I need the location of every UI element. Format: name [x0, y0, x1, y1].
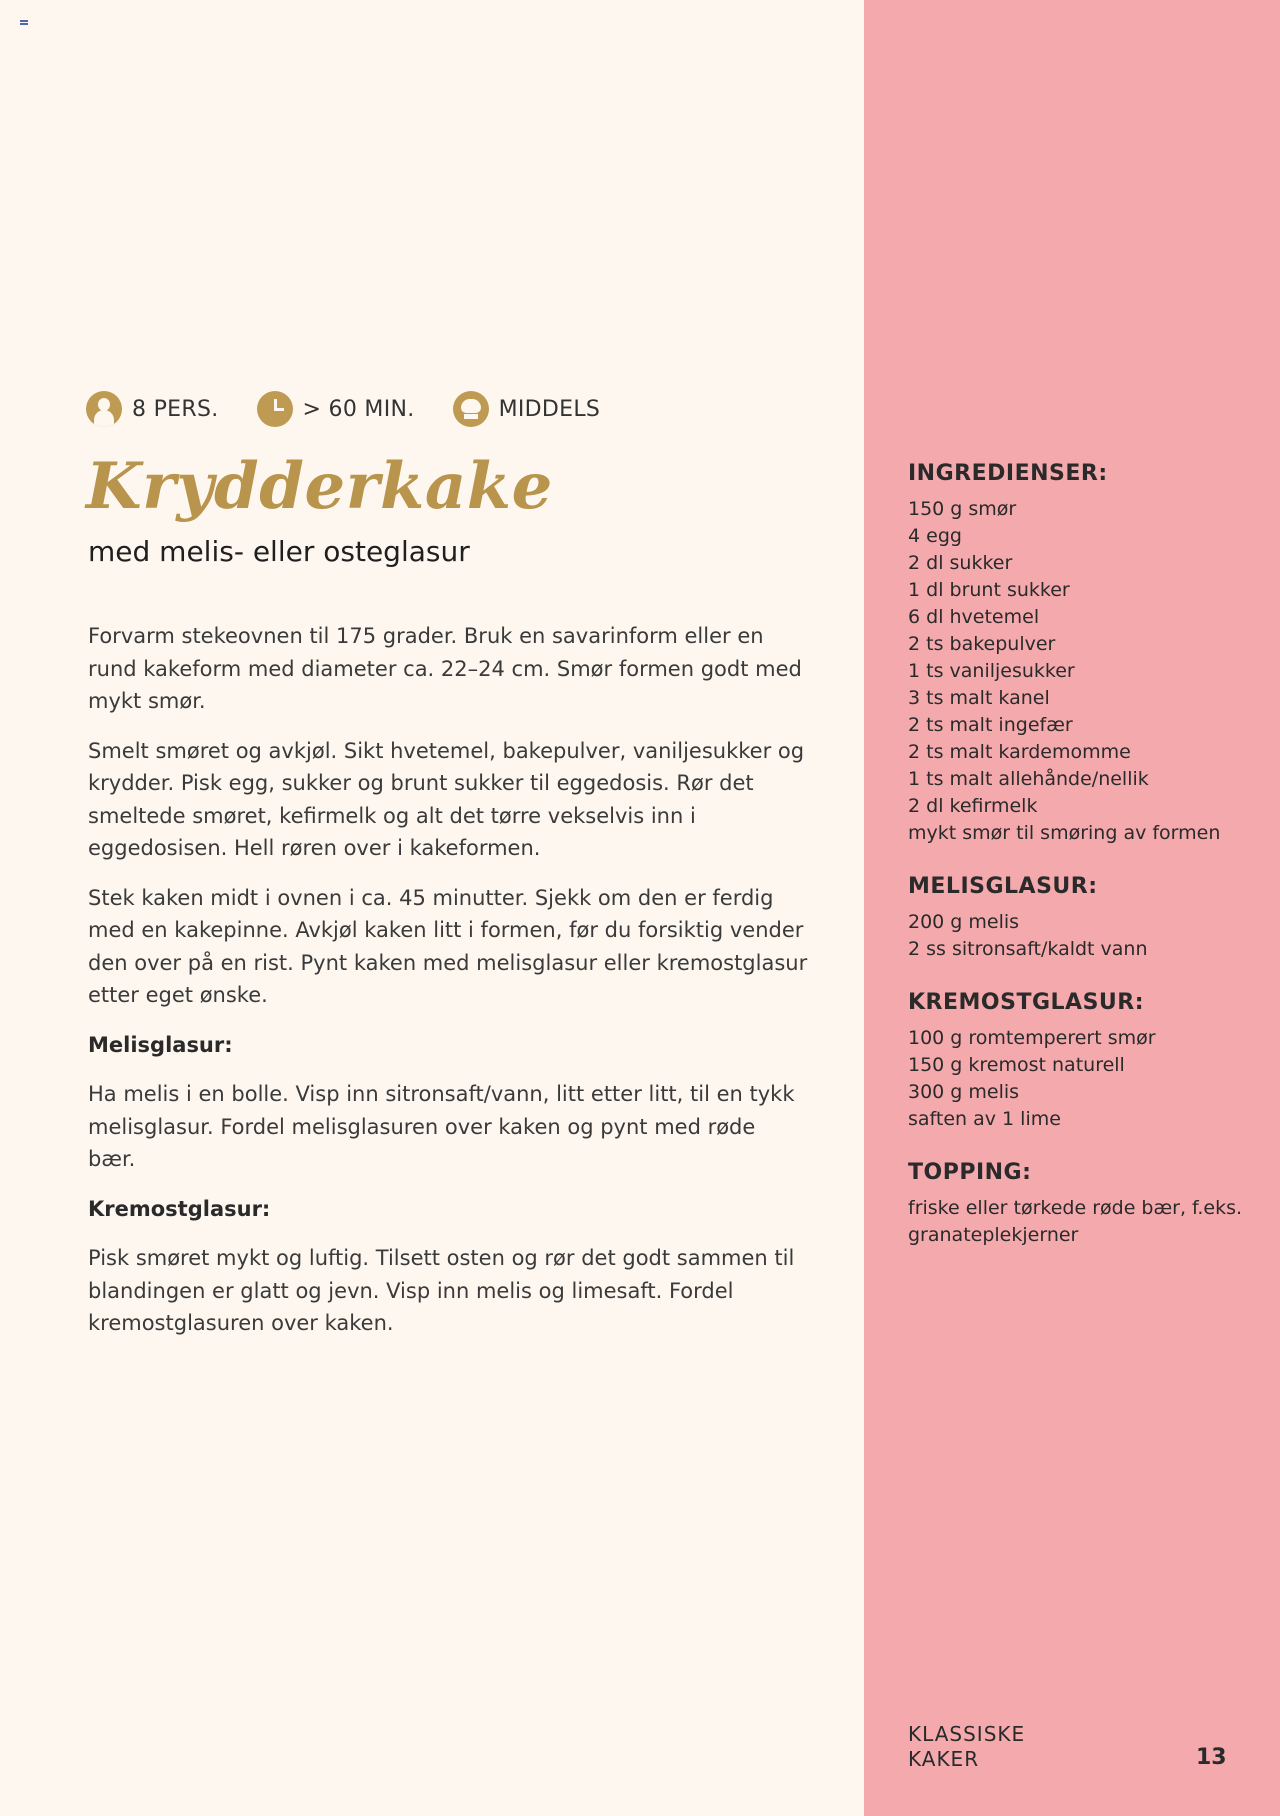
ingredient-item: 150 g kremost naturell [908, 1054, 1125, 1076]
ingredient-item: 1 ts malt allehånde/nellik [908, 768, 1149, 790]
ingredient-item: 1 dl brunt sukker [908, 579, 1070, 601]
ingredient-item: 2 dl sukker [908, 552, 1013, 574]
topping-heading: TOPPING: [908, 1160, 1032, 1185]
ingredient-item: 2 dl kefirmelk [908, 795, 1038, 817]
difficulty-label: MIDDELS [498, 396, 601, 422]
recipe-meta [86, 389, 638, 429]
ingredient-item: 2 ss sitronsaft/kaldt vann [908, 938, 1148, 960]
melisglasur-paragraph: Ha melis i en bolle. Visp inn sitronsaft/vann, litt etter litt, til en tykk melisglasur. Fordel melisglasuren over kaken og pynt med røde bær. [88, 1082, 795, 1171]
melisglasur-list-heading: MELISGLASUR: [908, 874, 1098, 899]
clock-icon [257, 391, 293, 427]
melisglasur-heading: Melisglasur: [88, 1032, 233, 1057]
person-icon [86, 391, 122, 427]
time-meta [257, 391, 415, 427]
ingredient-lists [908, 460, 1258, 1275]
section-name-line: KAKER [908, 1747, 980, 1771]
ingredient-item: 2 ts malt ingefær [908, 714, 1073, 736]
ingredients-heading: INGREDIENSER: [908, 461, 1108, 486]
chef-hat-icon [453, 391, 489, 427]
ingredient-item: 6 dl hvetemel [908, 606, 1040, 628]
ingredient-item: mykt smør til smøring av formen [908, 822, 1221, 844]
difficulty-meta [453, 391, 601, 427]
ingredient-item: saften av 1 lime [908, 1108, 1061, 1130]
ingredient-item: 150 g smør [908, 498, 1017, 520]
ingredients-list [908, 496, 1258, 847]
recipe-subtitle: med melis- eller osteglasur [88, 535, 470, 568]
instruction-paragraph: Smelt smøret og avkjøl. Sikt hvetemel, bakepulver, vaniljesukker og krydder. Pisk egg, sukker og brunt sukker til eggedosis. Rør det smeltede smøret, kefirmelk og alt det tørre vekselvis inn i eggedosisen. Hell røren over i kakeformen. [88, 738, 805, 860]
servings-meta [86, 391, 219, 427]
melisglasur-list [908, 909, 1258, 963]
instruction-paragraph: Forvarm stekeovnen til 175 grader. Bruk en savarinform eller en rund kakeform med diameter ca. 22–24 cm. Smør formen godt med mykt smør. [88, 624, 802, 713]
ingredient-item: 300 g melis [908, 1081, 1020, 1103]
ingredient-item: 4 egg [908, 525, 962, 547]
recipe-title: Krydderkake [86, 449, 553, 524]
instructions [88, 620, 808, 1357]
ingredient-item: 100 g romtemperert smør [908, 1027, 1156, 1049]
topping-list [908, 1195, 1258, 1249]
section-name [908, 1722, 1025, 1772]
kremostglasur-list [908, 1025, 1258, 1133]
kremostglasur-list-heading: KREMOSTGLASUR: [908, 990, 1145, 1015]
ingredient-item: 200 g melis [908, 911, 1020, 933]
corner-mark-icon [20, 20, 28, 26]
instruction-paragraph: Stek kaken midt i ovnen i ca. 45 minutter. Sjekk om den er ferdig med en kakepinne. Avkjøl kaken litt i formen, før du forsiktig vender den over på en rist. Pynt kaken med melisglasur eller kremostglasur etter eget ønske. [88, 885, 808, 1007]
page-number: 13 [1196, 1745, 1227, 1770]
ingredient-item: 1 ts vaniljesukker [908, 660, 1075, 682]
ingredient-item: friske eller tørkede røde bær, f.eks. granateplekjerner [908, 1197, 1243, 1246]
kremostglasur-paragraph: Pisk smøret mykt og luftig. Tilsett osten og rør det godt sammen til blandingen er glatt og jevn. Visp inn melis og limesaft. Fordel kremostglasuren over kaken. [88, 1246, 795, 1335]
ingredient-item: 2 ts bakepulver [908, 633, 1056, 655]
section-name-line: KLASSISKE [908, 1722, 1026, 1746]
ingredient-item: 3 ts malt kanel [908, 687, 1050, 709]
servings-label: 8 PERS. [132, 396, 219, 422]
time-label: > 60 MIN. [302, 396, 415, 422]
ingredient-item: 2 ts malt kardemomme [908, 741, 1131, 763]
kremostglasur-heading: Kremostglasur: [88, 1196, 271, 1221]
